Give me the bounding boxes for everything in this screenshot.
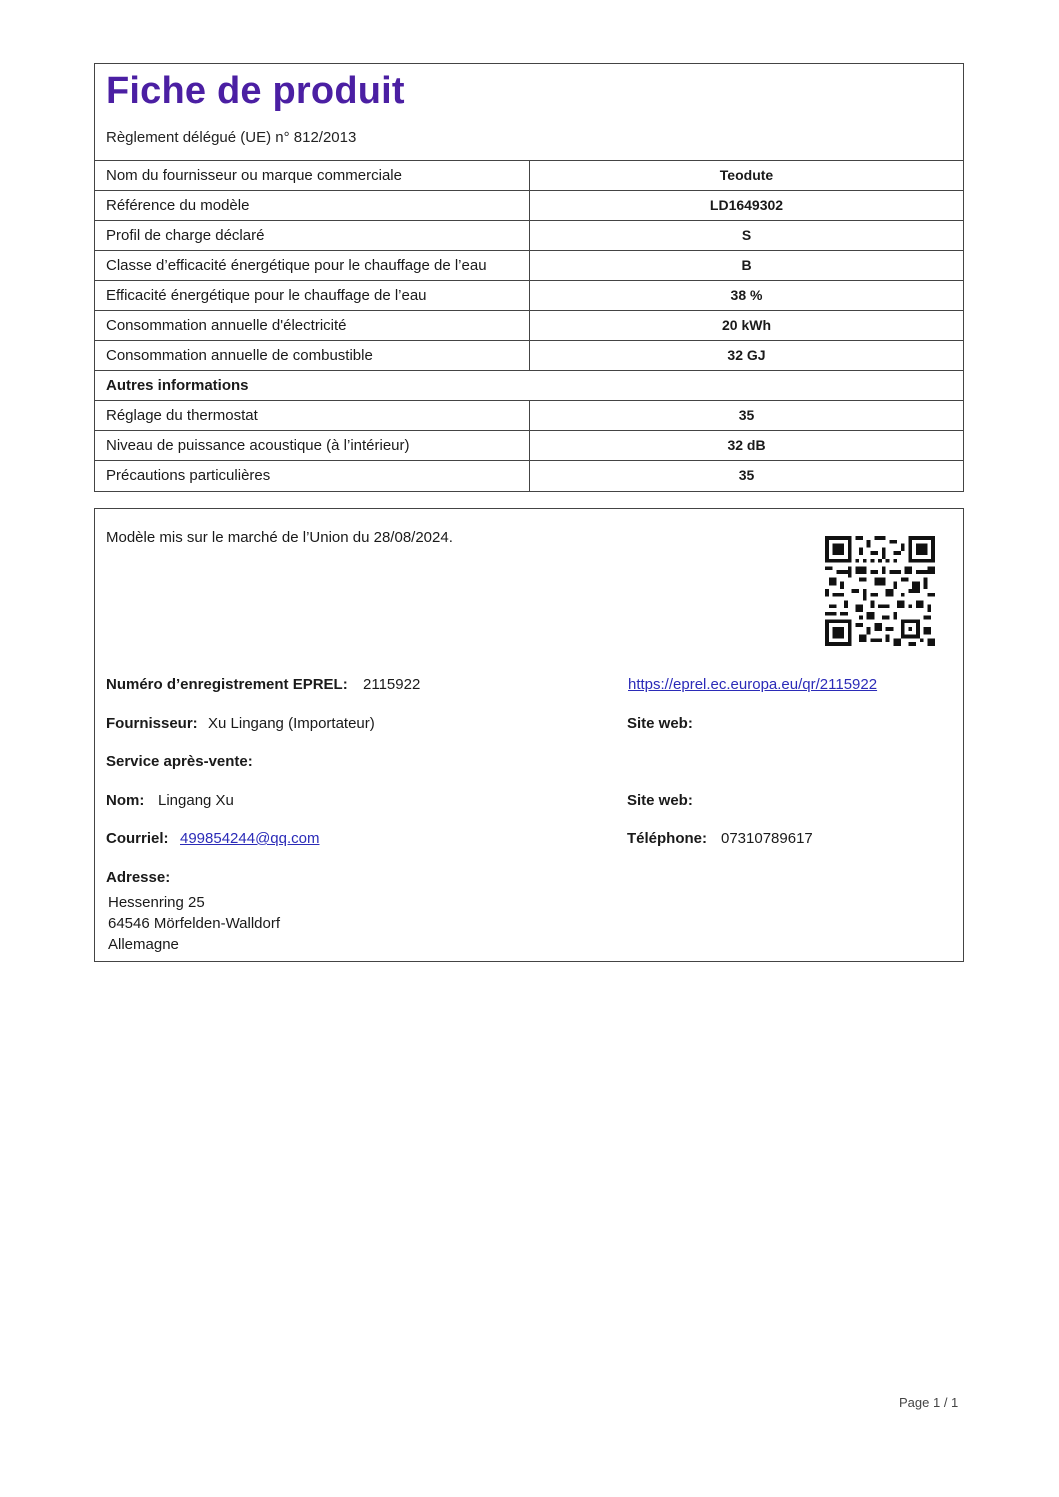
market-date-text: Modèle mis sur le marché de l’Union du 28/08/2024. xyxy=(106,529,453,546)
email-link[interactable]: 499854244@qq.com xyxy=(180,830,320,847)
row-value: 32 GJ xyxy=(727,347,766,363)
table-row xyxy=(95,191,963,221)
table-row xyxy=(95,251,963,281)
table-row xyxy=(95,281,963,311)
row-value: LD1649302 xyxy=(709,197,784,213)
table-row xyxy=(95,461,963,491)
address-line: Allemagne xyxy=(108,936,179,953)
qr-code-icon xyxy=(825,536,935,646)
eprel-number: 2115922 xyxy=(363,676,421,693)
row-label: Efficacité énergétique pour le chauffage de l’eau xyxy=(95,281,530,310)
row-value: 35 xyxy=(738,407,755,423)
table-row xyxy=(95,401,963,431)
supplier-value: Xu Lingang (Importateur) xyxy=(208,715,375,732)
after-sales-label: Service après-vente: xyxy=(106,753,253,770)
row-label: Nom du fournisseur ou marque commerciale xyxy=(95,161,530,190)
row-label: Réglage du thermostat xyxy=(95,401,530,430)
sheet-header xyxy=(95,64,963,161)
address-block xyxy=(108,892,280,955)
row-label: Précautions particulières xyxy=(95,461,530,491)
eprel-label: Numéro d’enregistrement EPREL: xyxy=(106,676,348,693)
row-label: Classe d’efficacité énergétique pour le chauffage de l’eau xyxy=(95,251,530,280)
page-title: Fiche de produit xyxy=(106,70,405,112)
product-sheet-table xyxy=(94,63,964,492)
row-label: Consommation annuelle de combustible xyxy=(95,341,530,370)
row-label: Référence du modèle xyxy=(95,191,530,220)
name-value: Lingang Xu xyxy=(158,792,234,809)
row-value: 38 % xyxy=(730,287,763,303)
row-label: Consommation annuelle d'électricité xyxy=(95,311,530,340)
row-value: Teodute xyxy=(719,167,774,183)
row-value: B xyxy=(741,257,752,273)
table-row xyxy=(95,311,963,341)
row-label: Niveau de puissance acoustique (à l’intérieur) xyxy=(95,431,530,460)
website-label-2: Site web: xyxy=(627,792,693,809)
regulation-text: Règlement délégué (UE) n° 812/2013 xyxy=(106,129,357,146)
row-value: 35 xyxy=(738,467,755,483)
phone-value: 07310789617 xyxy=(721,830,813,847)
section-header-row xyxy=(95,371,963,401)
table-row xyxy=(95,431,963,461)
table-row xyxy=(95,221,963,251)
supplier-info-box xyxy=(94,508,964,962)
row-value: S xyxy=(741,227,752,243)
row-value: 20 kWh xyxy=(721,317,771,333)
email-label: Courriel: xyxy=(106,830,169,847)
page-number: Page 1 / 1 xyxy=(899,1395,959,1410)
supplier-label: Fournisseur: xyxy=(106,715,198,732)
table-row xyxy=(95,341,963,371)
row-value: 32 dB xyxy=(727,437,766,453)
row-label: Profil de charge déclaré xyxy=(95,221,530,250)
phone-label: Téléphone: xyxy=(627,830,708,847)
section-title: Autres informations xyxy=(106,377,249,394)
website-label: Site web: xyxy=(627,715,693,732)
name-label: Nom: xyxy=(106,792,145,809)
eprel-link[interactable]: https://eprel.ec.europa.eu/qr/2115922 xyxy=(628,676,878,693)
table-row xyxy=(95,161,963,191)
address-line: Hessenring 25 xyxy=(108,894,205,911)
address-label: Adresse: xyxy=(106,869,171,886)
address-line: 64546 Mörfelden-Walldorf xyxy=(108,915,281,932)
